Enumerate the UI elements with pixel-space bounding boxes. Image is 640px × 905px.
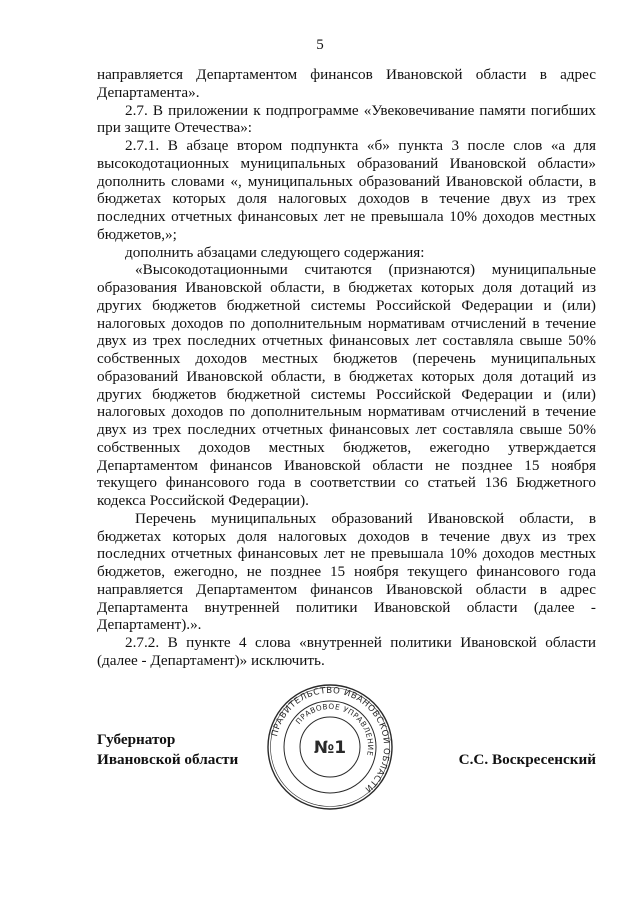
paragraph-2-7-2: 2.7.2. В пункте 4 слова «внутренней политики Ивановской области (далее - Департамент)» исключить. (97, 634, 596, 669)
paragraph-2-7: 2.7. В приложении к подпрограмме «Увековечивание памяти погибших при защите Отечества»: (97, 101, 596, 137)
signature-name: С.С. Воскресенский (458, 751, 596, 768)
document-body (97, 66, 596, 670)
page-number: 5 (316, 37, 324, 53)
paragraph-continuation: направляется Департаментом финансов Ивановской области в адрес Департамента». (97, 66, 596, 101)
signature-title (97, 730, 238, 770)
official-seal (266, 683, 394, 811)
paragraph-2-7-1: 2.7.1. В абзаце втором подпункта «б» пункта 3 после слов «а для высокодотационных муниципальных образований Ивановской области» дополнить словами «, муниципальных образований Ивановской области, в бюджетах которых доля налоговых доходов в течение двух из трех последних отчетных финансовых лет не превышала 10% доходов местных бюджетов,»; (97, 137, 596, 243)
paragraph-list-municipalities: Перечень муниципальных образований Ивановской области, в бюджетах которых доля налоговых доходов в течение двух из трех последних отчетных финансовых лет не превышала 10% доходов местных бюджетов, ежегодно, не позднее 15 ноября текущего финансового года направляется Департаментом финансов Ивановской области в адрес Департамента внутренней политики Ивановской области (далее - Департамент).». (97, 509, 596, 634)
seal-number: №1 (313, 738, 347, 758)
signature-title-line1: Губернатор (97, 731, 176, 748)
seal-outer-text: ПРАВИТЕЛЬСТВО ИВАНОВСКОЙ ОБЛАСТИ (270, 685, 392, 795)
paragraph-quote-highsubsidy: «Высокодотационными считаются (признаются) муниципальные образования Ивановской области, в бюджетах которых доля дотаций из других бюджетов бюджетной системы Российской Федерации и (или) налоговых доходов по дополнительным нормативам отчислений в течение двух из трех последних отчетных финансовых лет составляла свыше 50% собственных доходов местных бюджетов (перечень муниципальных образований Ивановской области, в бюджетах которых доля дотаций из других бюджетов бюджетной системы Российской Федерации и (или) налоговых доходов по дополнительным нормативам отчислений в течение двух из трех последних отчетных финансовых лет составляла свыше 50% собственных доходов местных бюджетов, ежегодно утверждается Департаментом финансов Ивановской области не позднее 15 ноября текущего финансового года в соответствии со статьей 136 Бюджетного кодекса Российской Федерации). (97, 261, 596, 509)
signature-title-line2: Ивановской области (97, 751, 239, 768)
paragraph-add-intro: дополнить абзацами следующего содержания: (125, 243, 425, 261)
seal-inner-text: ПРАВОВОЕ УПРАВЛЕНИЕ (293, 701, 376, 757)
